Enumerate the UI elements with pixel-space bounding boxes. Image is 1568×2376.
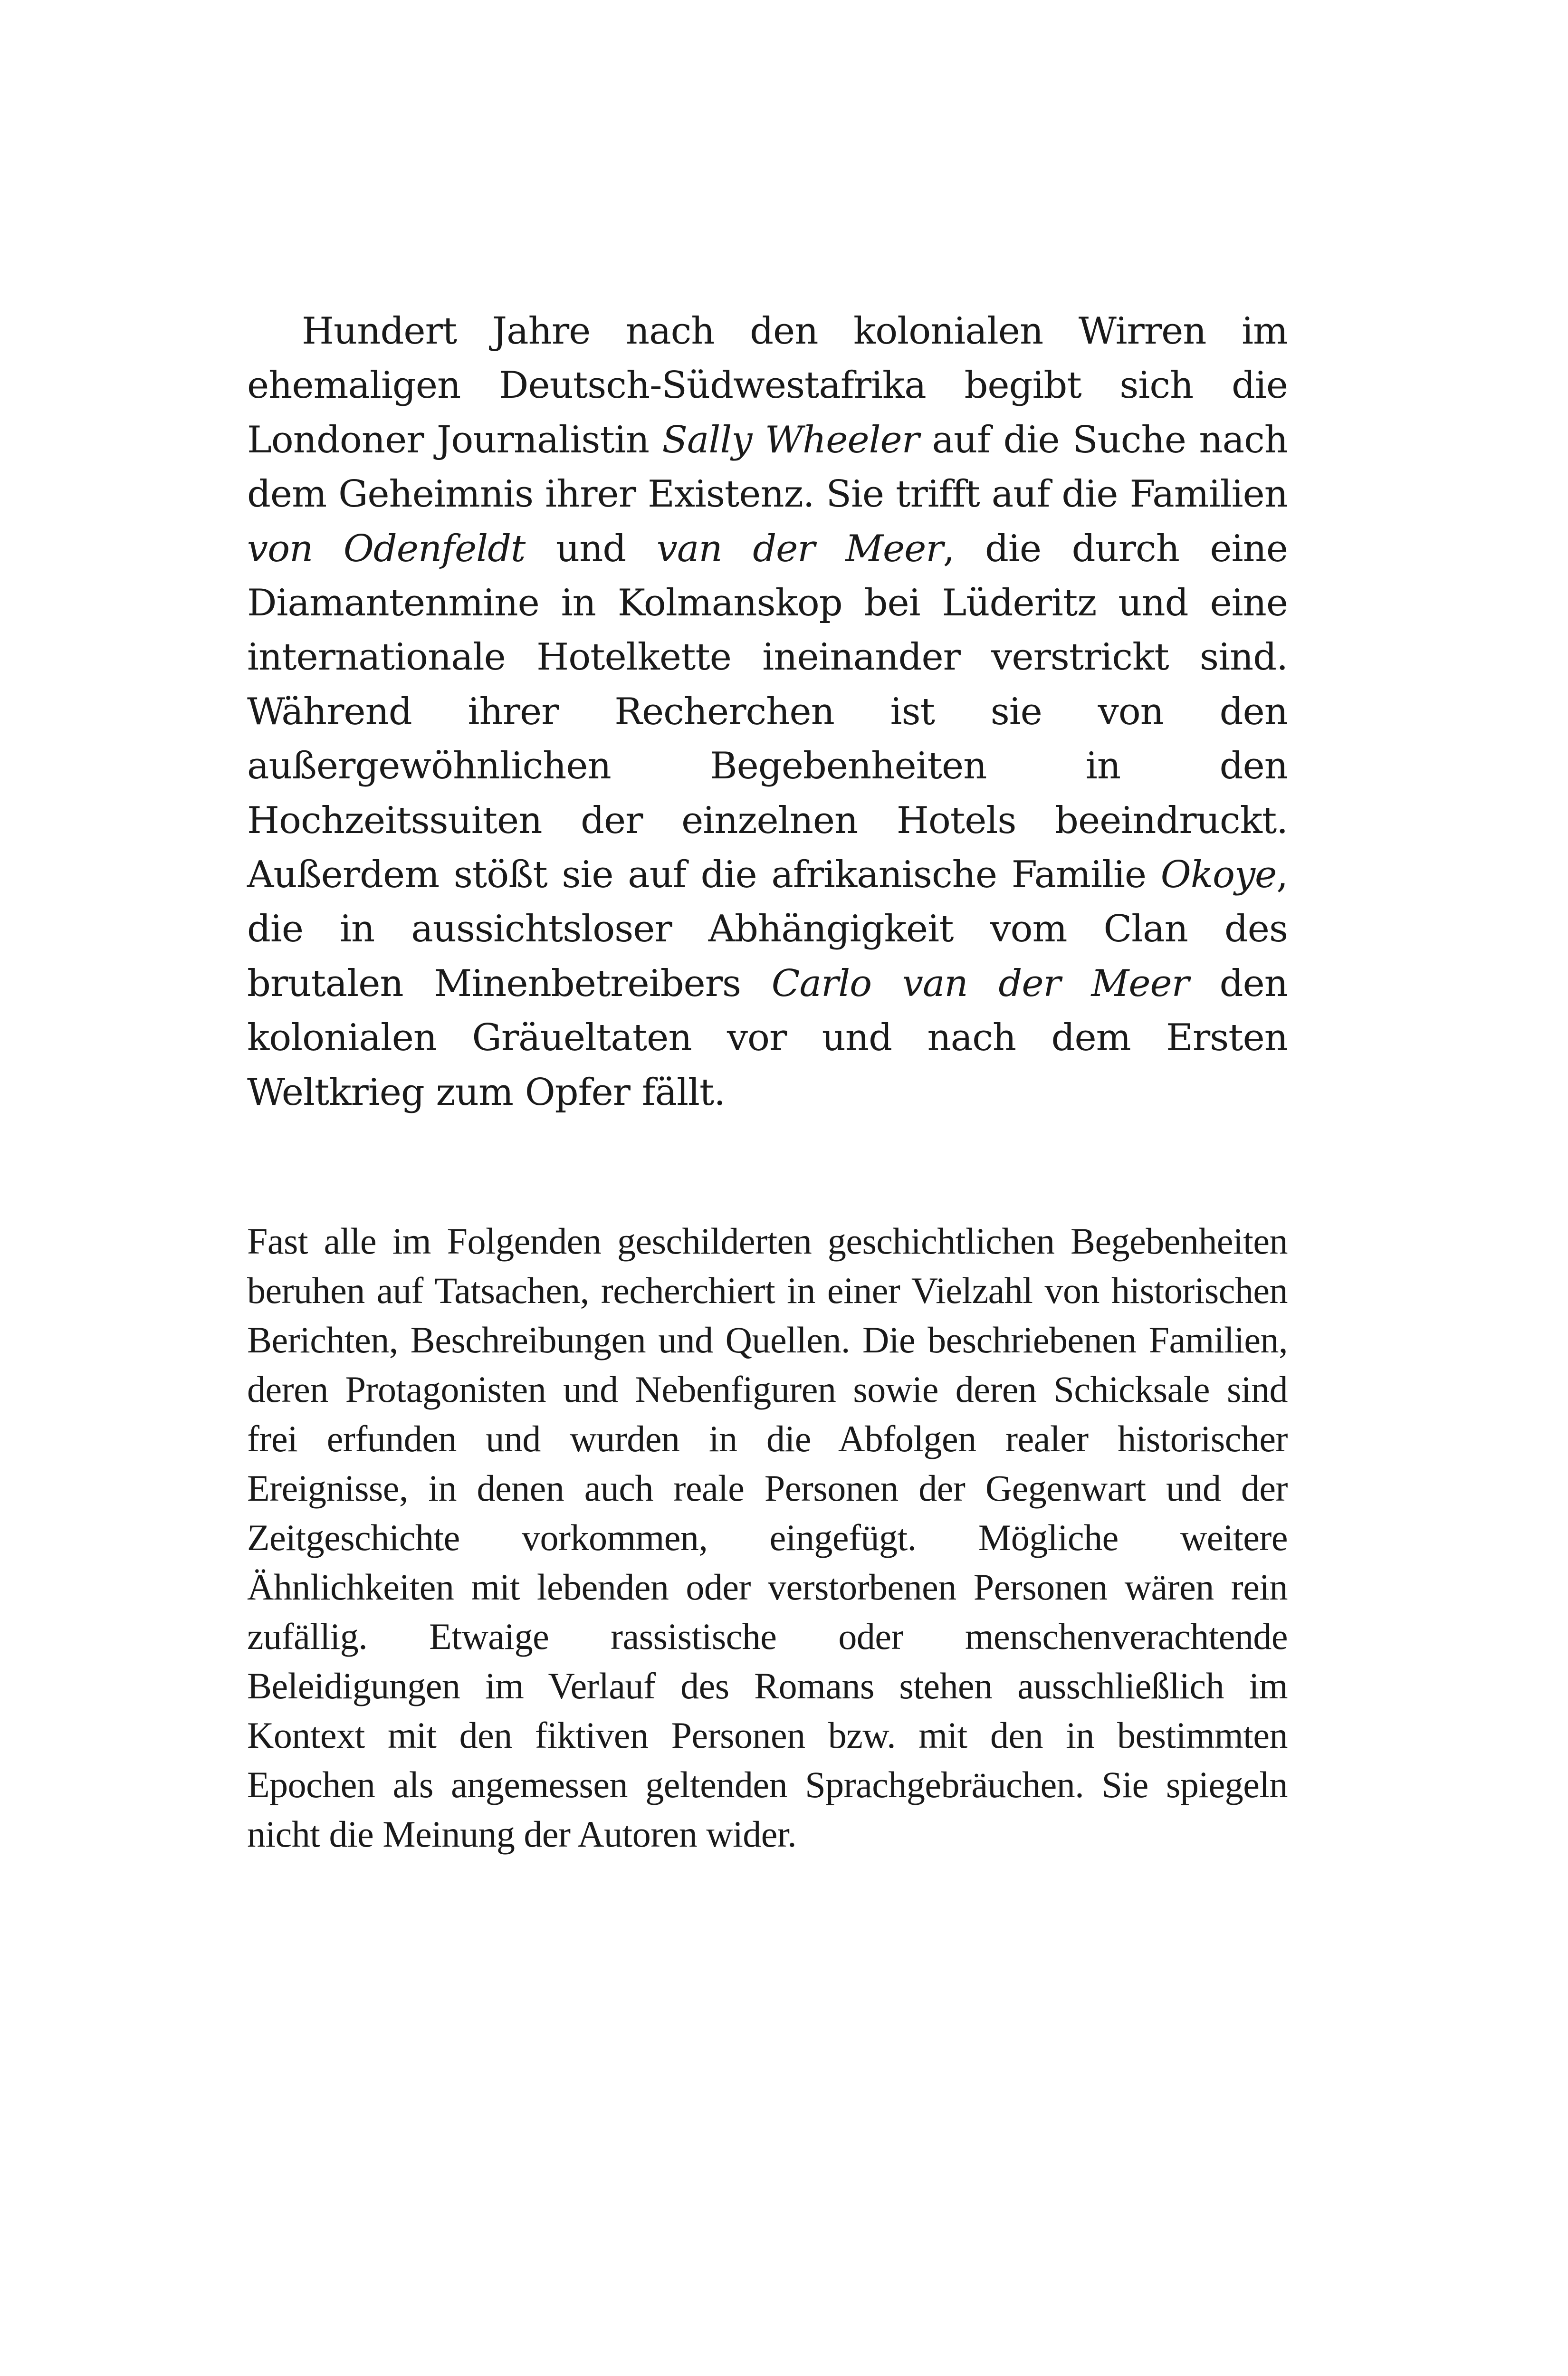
disclaimer-paragraph <box>247 1217 1288 1859</box>
disclaimer-text: Fast alle im Folgenden geschilderten geschichtlichen Begebenheiten beruhen auf Tatsachen, recherchiert in einer Vielzahl von historischen Berichten, Beschreibungen und Quellen. Die beschriebenen Familien, deren Protagonisten und Nebenfiguren sowie deren Schicksale sind frei erfunden und wurden in die Abfolgen realer historischer Ereignisse, in denen auch reale Personen der Gegenwart und der Zeitgeschichte vorkommen, eingefügt. Mögliche weitere Ähnlichkeiten mit lebenden oder verstorbenen Personen wären rein zufällig. Etwaige rassistische oder menschenverachtende Beleidigungen im Verlauf des Romans stehen ausschließlich im Kontext mit den fiktiven Personen bzw. mit den in bestimmten Epochen als angemessen geltenden Sprachgebräuchen. Sie spiegeln nicht die Meinung der Autoren wider. <box>247 1220 1288 1855</box>
character-name-carlo-van-der-meer: Carlo van der Meer <box>771 962 1189 1005</box>
synopsis-segment: und <box>525 527 657 570</box>
character-name-sally-wheeler: Sally Wheeler <box>662 418 919 461</box>
synopsis-segment: auf die Suche nach dem Geheimnis ihrer Existenz. Sie trifft auf die Familien <box>247 418 1288 516</box>
family-name-von-odenfeldt: von Odenfeldt <box>247 527 526 570</box>
synopsis-paragraph <box>247 304 1288 1120</box>
synopsis-segment: , die durch eine Diamantenmine in Kolmanskop bei Lüderitz und eine internationale Hotelkette ineinander verstrickt sind. Während ihrer Recherchen ist sie von den außergewöhnlichen Begebenheiten in den Hochzeitssuiten der einzelnen Hotels beeindruckt. Außerdem stößt sie auf die afrikanische Familie <box>247 527 1288 897</box>
synopsis-text <box>247 304 1288 1120</box>
synopsis-segment: , die in aussichtsloser Abhängigkeit vom Clan des brutalen Minenbetreibers <box>247 853 1288 1005</box>
synopsis-segment: den kolonialen Gräueltaten vor und nach dem Ersten Weltkrieg zum Opfer fällt. <box>247 962 1288 1114</box>
family-name-okoye: Okoye <box>1160 853 1277 897</box>
family-name-van-der-meer: van der Meer <box>656 527 943 570</box>
synopsis-segment: Hundert Jahre nach den kolonialen Wirren im ehemaligen Deutsch-Südwestafrika begibt sich die Londoner Journalistin <box>247 310 1288 461</box>
